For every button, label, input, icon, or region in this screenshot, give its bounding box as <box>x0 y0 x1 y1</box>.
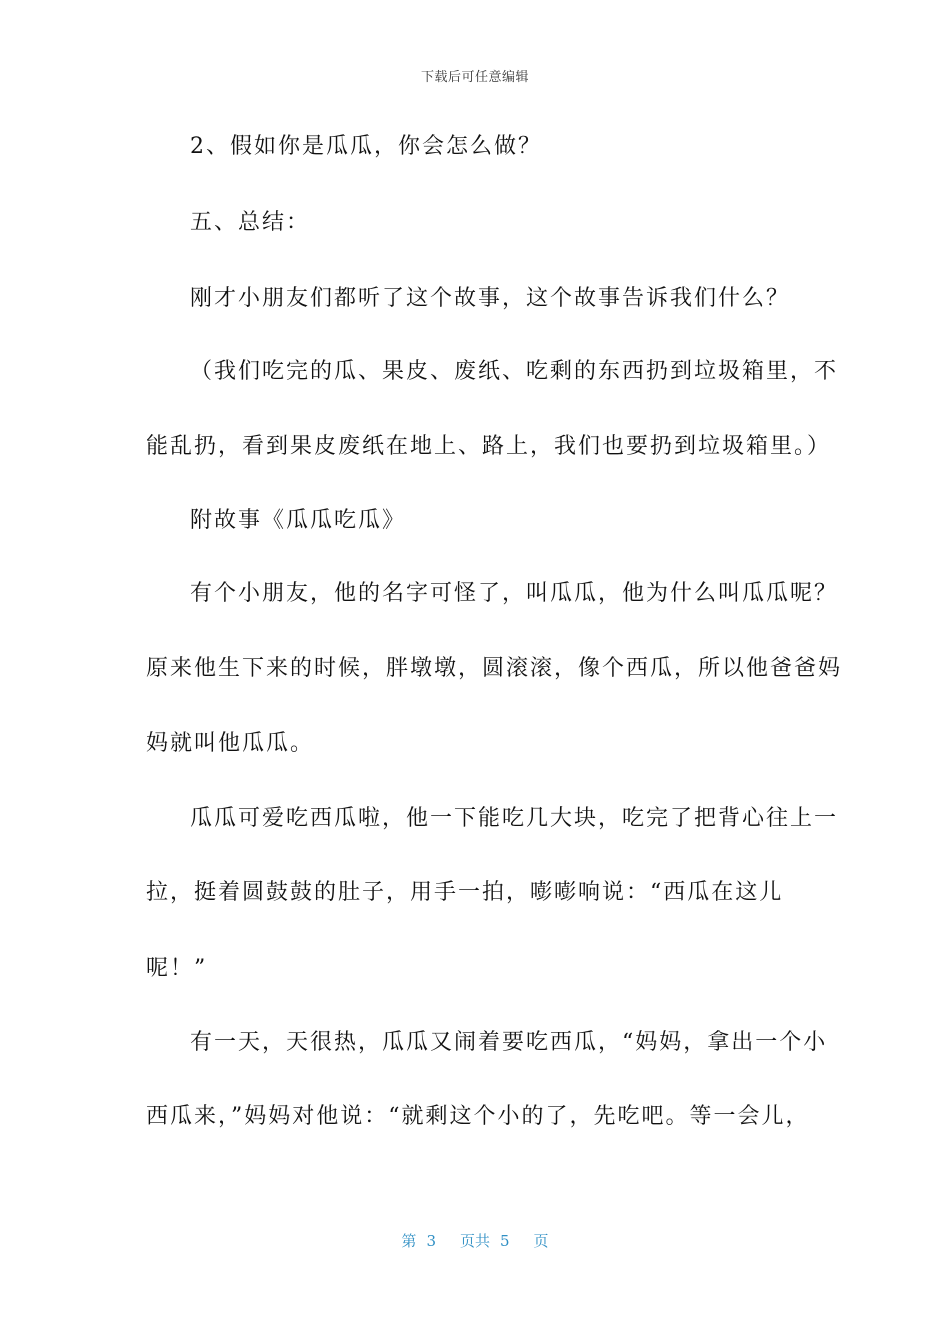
body-line-story-title: 附故事《瓜瓜吃瓜》 <box>190 508 407 533</box>
body-line: 瓜瓜可爱吃西瓜啦，他一下能吃几大块，吃完了把背心往上一 <box>190 806 839 831</box>
footer-prefix: 第 <box>401 1232 417 1250</box>
footer-suffix: 页 <box>533 1232 549 1250</box>
footer-middle: 页共 <box>459 1232 490 1250</box>
footer-total-pages: 5 <box>500 1232 510 1250</box>
body-line-question: 2、假如你是瓜瓜，你会怎么做？ <box>190 134 542 159</box>
body-line: 呢！” <box>146 956 208 981</box>
page-header: 下载后可任意编辑 <box>420 70 529 85</box>
body-line: 刚才小朋友们都听了这个故事，这个故事告诉我们什么？ <box>190 286 791 311</box>
page-footer <box>0 1230 950 1251</box>
body-line: 有一天，天很热，瓜瓜又闹着要吃西瓜，“妈妈，拿出一个小 <box>190 1030 828 1055</box>
body-line: 西瓜来，”妈妈对他说：“就剩这个小的了，先吃吧。等一会儿， <box>146 1104 810 1129</box>
body-line: 原来他生下来的时候，胖墩墩，圆滚滚，像个西瓜，所以他爸爸妈 <box>146 656 843 681</box>
footer-current-page: 3 <box>426 1232 436 1250</box>
body-line-section-heading: 五、总结： <box>190 210 311 235</box>
body-line: （我们吃完的瓜、果皮、废纸、吃剩的东西扔到垃圾箱里，不 <box>190 359 839 384</box>
body-line: 妈就叫他瓜瓜。 <box>146 731 315 756</box>
body-line: 有个小朋友，他的名字可怪了，叫瓜瓜，他为什么叫瓜瓜呢？ <box>190 581 839 606</box>
body-line: 拉，挺着圆鼓鼓的肚子，用手一拍，嘭嘭响说：“西瓜在这儿 <box>146 880 784 905</box>
body-line: 能乱扔，看到果皮废纸在地上、路上，我们也要扔到垃圾箱里。） <box>146 434 832 459</box>
